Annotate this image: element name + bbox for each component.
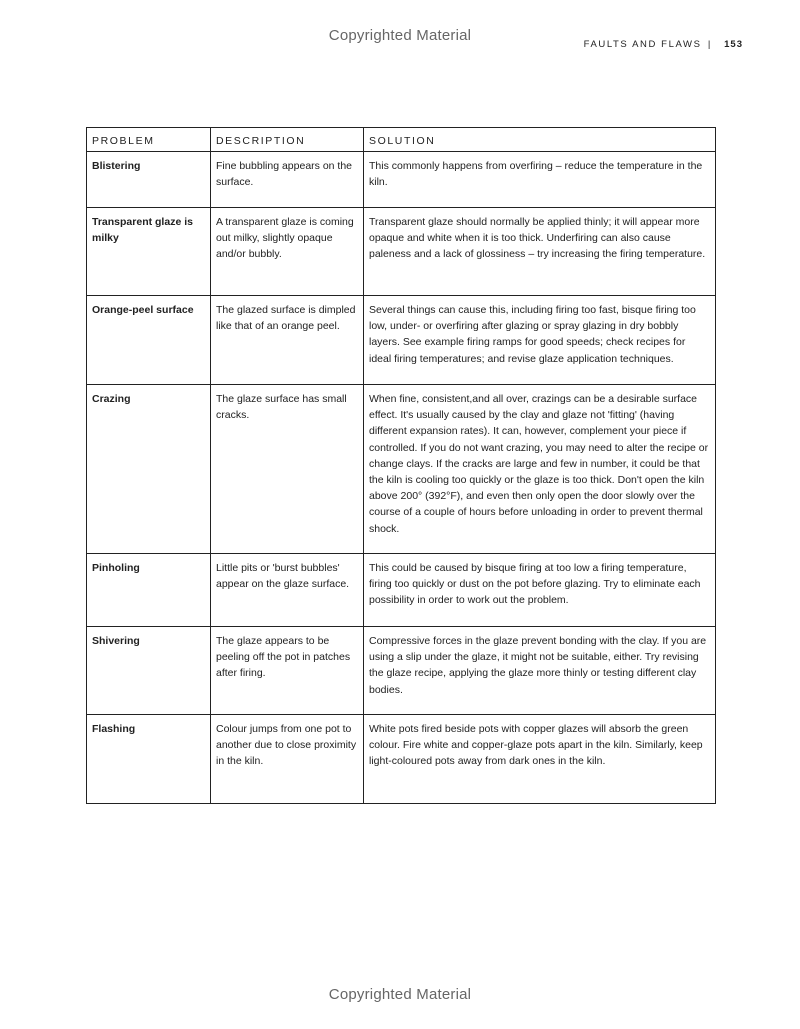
running-head <box>584 39 743 50</box>
copyright-watermark-top: Copyrighted Material <box>328 27 472 44</box>
description-cell: The glaze appears to be peeling off the pot in patches after firing. <box>211 627 364 715</box>
solution-cell: Compressive forces in the glaze prevent bonding with the clay. If you are using a slip under the glaze, it might not be suitable, either. Try revising the glaze recipe, applying the glaze more thinly or testing different clay bodies. <box>364 627 716 715</box>
table-row <box>87 554 716 627</box>
problem-cell: Pinholing <box>87 554 211 627</box>
description-cell: Little pits or 'burst bubbles' appear on the glaze surface. <box>211 554 364 627</box>
problem-cell: Orange-peel surface <box>87 296 211 385</box>
column-header-problem: PROBLEM <box>87 128 211 152</box>
solution-cell: Transparent glaze should normally be applied thinly; it will appear more opaque and white when it is too thick. Underfiring can also cause paleness and a lack of glossiness – try increasing the firing temperature. <box>364 208 716 296</box>
table-row <box>87 296 716 385</box>
faults-table <box>86 127 716 804</box>
table-row <box>87 152 716 208</box>
section-title: FAULTS AND FLAWS <box>583 39 702 50</box>
problem-cell: Shivering <box>87 627 211 715</box>
description-cell: A transparent glaze is coming out milky, slightly opaque and/or bubbly. <box>211 208 364 296</box>
problem-cell: Crazing <box>87 385 211 554</box>
problem-cell: Flashing <box>87 715 211 804</box>
page-number: 153 <box>724 39 743 50</box>
description-cell: Colour jumps from one pot to another due to close proximity in the kiln. <box>211 715 364 804</box>
solution-cell: White pots fired beside pots with copper glazes will absorb the green colour. Fire white and copper-glaze pots apart in the kiln. Similarly, keep light-coloured pots away from dark ones in the kiln. <box>364 715 716 804</box>
problem-cell: Blistering <box>87 152 211 208</box>
solution-cell: When fine, consistent,and all over, crazings can be a desirable surface effect. It's usually caused by the clay and glaze not 'fitting' (having different expansion rates). It can, however, complement your piece if controlled. If you do not want crazing, you may need to alter the recipe or change clays. If the cracks are large and few in number, it could be that the kiln is cooling too quickly or the glaze is too thick. Don't open the kiln above 200° (392°F), and even then only open the door slowly over the course of a couple of hours before unloading in order to prevent thermal shock. <box>364 385 716 554</box>
solution-cell: This commonly happens from overfiring – reduce the temperature in the kiln. <box>364 152 716 208</box>
table-row <box>87 715 716 804</box>
description-cell: The glaze surface has small cracks. <box>211 385 364 554</box>
table-row <box>87 208 716 296</box>
column-header-description: DESCRIPTION <box>211 128 364 152</box>
problem-cell: Transparent glaze is milky <box>87 208 211 296</box>
description-cell: Fine bubbling appears on the surface. <box>211 152 364 208</box>
solution-cell: Several things can cause this, including firing too fast, bisque firing too low, under- or overfiring after glazing or spray glazing in dry bobbly layers. See example firing ramps for good speeds; check recipes for ideal firing temperatures; and revise glaze application techniques. <box>364 296 716 385</box>
copyright-watermark-bottom: Copyrighted Material <box>328 986 472 1003</box>
column-header-solution: SOLUTION <box>364 128 716 152</box>
table-row <box>87 385 716 554</box>
header-separator: | <box>707 39 712 50</box>
description-cell: The glazed surface is dimpled like that of an orange peel. <box>211 296 364 385</box>
solution-cell: This could be caused by bisque firing at too low a firing temperature, firing too quickly or dust on the pot before glazing. Try to eliminate each possibility in order to work out the problem. <box>364 554 716 627</box>
table-row <box>87 627 716 715</box>
table-header-row <box>87 128 716 152</box>
